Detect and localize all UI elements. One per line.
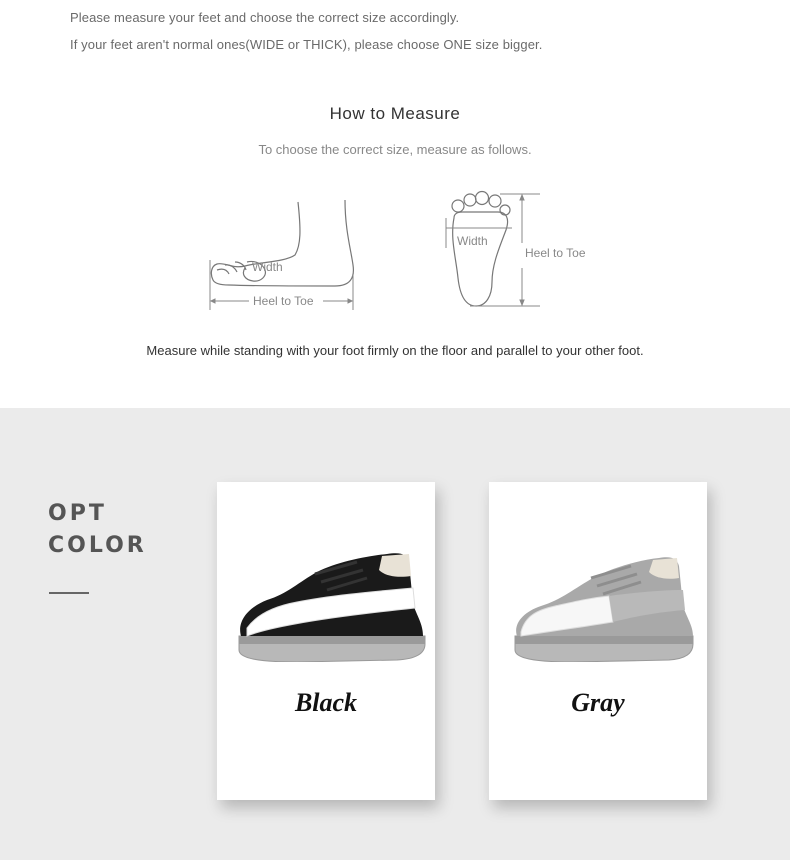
color-heading-line2: COLOR — [48, 533, 147, 558]
side-width-label: Width — [252, 260, 283, 274]
top-width-label: Width — [457, 234, 488, 248]
side-foot-diagram — [205, 190, 365, 315]
color-option-gray[interactable] — [489, 482, 707, 800]
footprint-icon — [453, 212, 508, 306]
top-length-label: Heel to Toe — [525, 246, 586, 260]
heading-divider — [49, 592, 89, 594]
color-label-black: Black — [294, 688, 358, 717]
color-option-black[interactable] — [217, 482, 435, 800]
size-note-wide: If your feet aren't normal ones(WIDE or THICK), please choose ONE size bigger. — [70, 37, 543, 52]
size-guide-section — [0, 0, 790, 408]
color-options-section — [0, 408, 790, 860]
color-label-gray: Gray — [571, 688, 625, 717]
measure-subtitle: To choose the correct size, measure as follows. — [258, 142, 532, 157]
black-sneaker-image — [217, 532, 435, 662]
side-length-label: Heel to Toe — [253, 294, 314, 308]
measure-instruction: Measure while standing with your foot firmly on the floor and parallel to your other foot. — [146, 343, 644, 358]
top-foot-diagram — [440, 188, 600, 313]
color-heading — [48, 498, 147, 562]
size-note: Please measure your feet and choose the correct size accordingly. — [70, 10, 460, 25]
measure-title: How to Measure — [329, 104, 461, 123]
gray-sneaker-image — [489, 532, 707, 662]
color-heading-line1: OPT — [48, 501, 107, 526]
